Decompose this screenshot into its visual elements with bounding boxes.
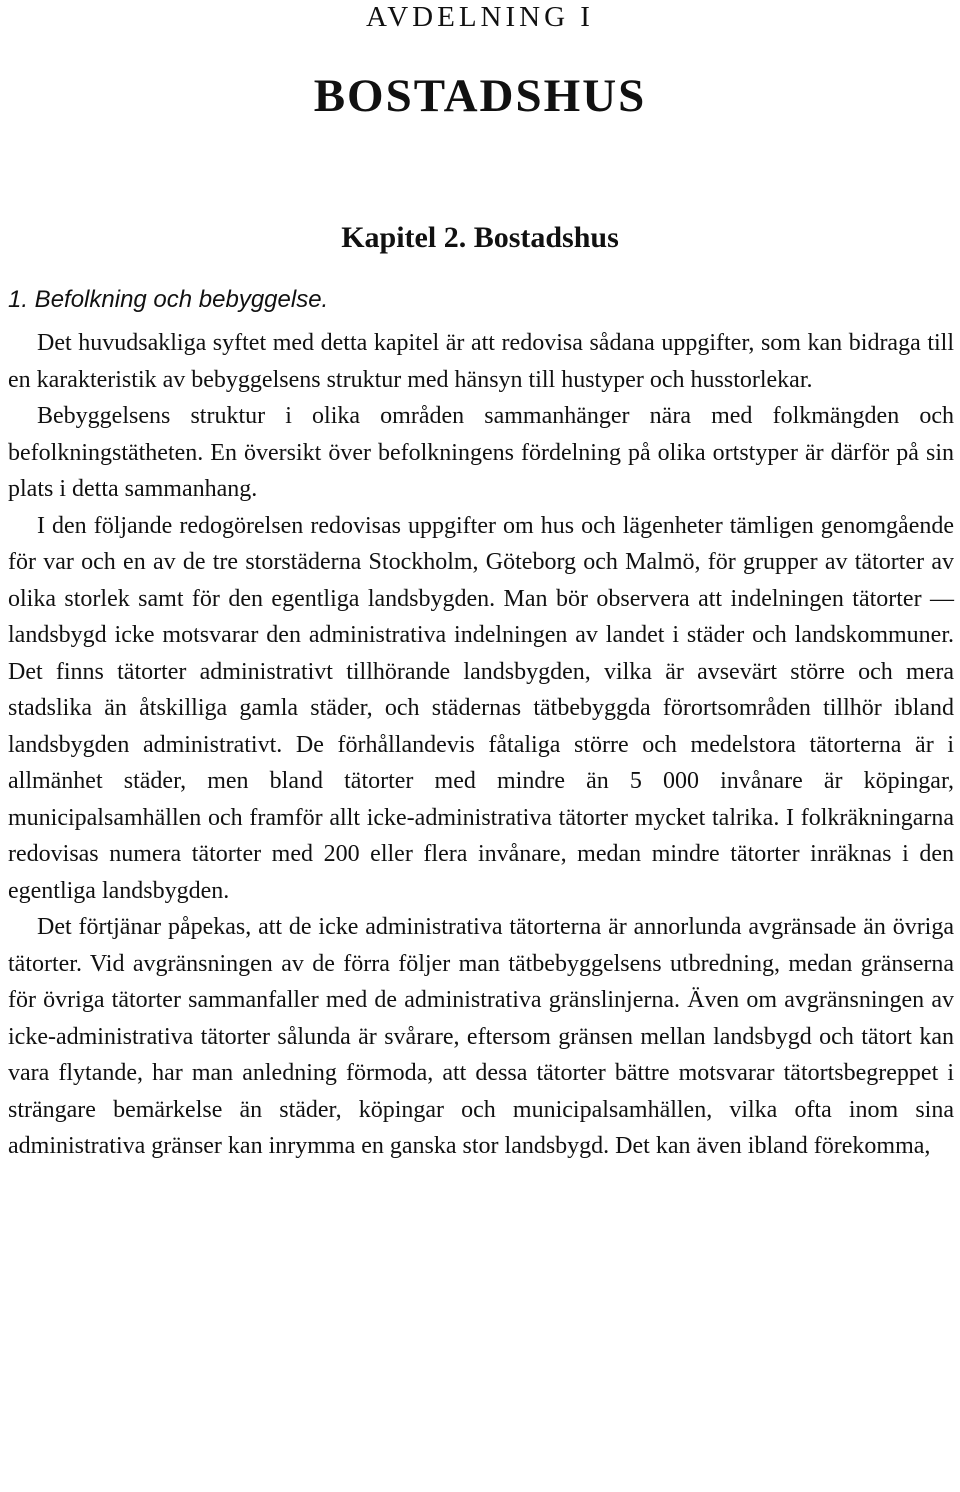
main-title: BOSTADSHUS [313, 70, 647, 122]
paragraph: Det huvudsakliga syftet med detta kapitel är att redovisa sådana uppgifter, som kan bidraga till en karakteristik av bebyggelsens struktur med hänsyn till hustyper och husstorlekar. [8, 330, 954, 393]
paragraph: Det förtjänar påpekas, att de icke administrativa tätorterna är annorlunda avgränsade än övriga tätorter. Vid avgränsningen av de förra följer man tätbebyggelsens utbredning, medan gränserna för övriga tätorter sammanfaller med de administrativa gränslinjerna. Även om avgränsningen av icke-administrativa tätorter sålunda är svårare, eftersom gränsen mellan landsbygd och tätort kan vara flytande, har man anledning förmoda, att dessa tätorter bättre motsvarar tätortsbegreppet i strängare bemärkelse än städer, köpingar och municipalsamhällen, vilka ofta inom sina administrativa gränser kan inrymma en ganska stor landsbygd. Det kan även ibland förekomma, [8, 914, 954, 1159]
section-label: AVDELNING I [366, 1, 594, 33]
subsection-heading: 1. Befolkning och bebyggelse. [8, 286, 329, 313]
paragraph: I den följande redogörelsen redovisas uppgifter om hus och lägenheter tämligen genomgående för var och en av de tre storstäderna Stockholm, Göteborg och Malmö, för grupper av tätorter av olika storlek samt för den egentliga landsbygden. Man bör observera att indelningen tätorter — landsbygd icke motsvarar den administrativa indelningen av landet i städer och landskommuner. Det finns tätorter administrativt tillhörande landsbygden, vilka är avsevärt större och mera stadslika än åtskilliga gamla städer, och städernas tätbebyggda förortsområden tillhör ibland landsbygden administrativt. De förhållandevis fåtaliga större och medelstora tätorterna är i allmänhet städer, men bland tätorter med mindre än 5 000 invånare är köpingar, municipalsamhällen och framför allt icke-administrativa tätorter mycket talrika. I folkräkningarna redovisas numera tätorter med 200 eller flera invånare, medan mindre tätorter inräknas i den egentliga landsbygden. [8, 512, 954, 904]
chapter-title: Kapitel 2. Bostadshus [341, 221, 619, 254]
body-text [8, 325, 954, 1165]
paragraph: Bebyggelsens struktur i olika områden sammanhänger nära med folkmängden och befolkningstätheten. En översikt över befolkningens fördelning på olika ortstyper är därför på sin plats i detta sammanhang. [8, 403, 954, 502]
